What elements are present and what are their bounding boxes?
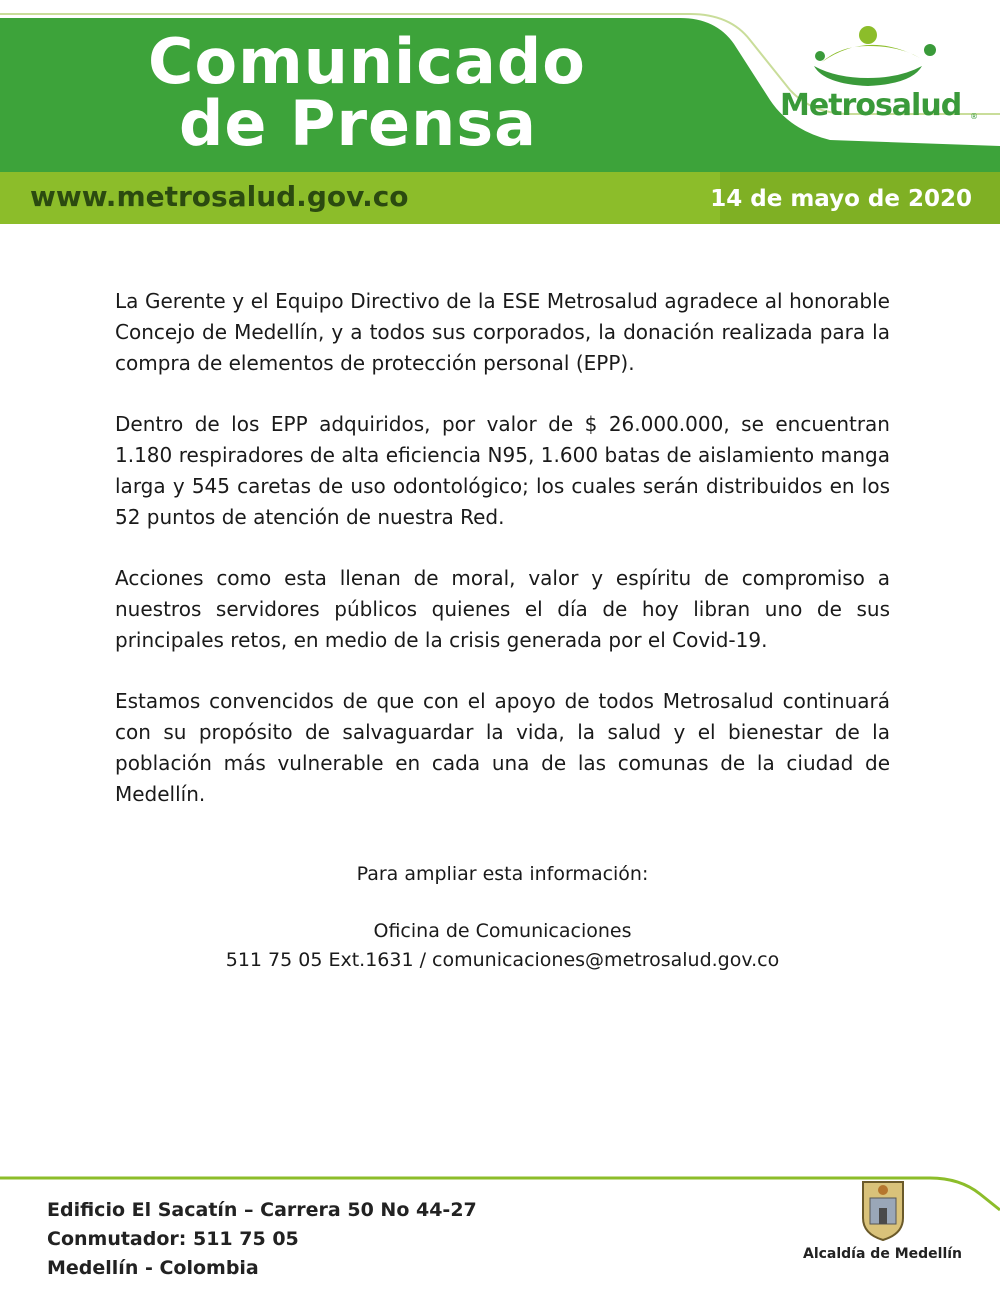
contact-details[interactable]: 511 75 05 Ext.1631 / comunicaciones@metrosalud.gov.co xyxy=(225,949,780,971)
footer-address xyxy=(47,1196,477,1283)
registered-mark: ® xyxy=(970,112,978,121)
website-link[interactable]: www.metrosalud.gov.co xyxy=(30,180,409,213)
alcaldia-shield-icon xyxy=(860,1178,906,1242)
contact-office: Oficina de Comunicaciones xyxy=(373,920,632,942)
paragraph: Acciones como esta llenan de moral, valor y espíritu de compromiso a nuestros servidores públicos quienes el día de hoy libran uno de sus principales retos, en medio de la crisis generada por el Covid-19. xyxy=(115,566,890,652)
paragraph: Dentro de los EPP adquiridos, por valor de $ 26.000.000, se encuentran 1.180 respiradores de alta eficiencia N95, 1.600 batas de aislamiento manga larga y 545 caretas de uso odontológico; los cuales serán distribuidos en los 52 puntos de atención de nuestra Red. xyxy=(115,412,890,529)
paragraph: La Gerente y el Equipo Directivo de la ESE Metrosalud agradece al honorable Concejo de Medellín, y a todos sus corporados, la donación realizada para la compra de elementos de protección personal (EPP). xyxy=(115,289,890,375)
switchboard-line: Conmutador: 511 75 05 xyxy=(47,1228,299,1250)
contact-block xyxy=(115,860,890,975)
metrosalud-logo-text: Metrosalud xyxy=(780,88,962,123)
page-title-line2: de Prensa xyxy=(179,87,537,160)
publication-date: 14 de mayo de 2020 xyxy=(710,186,972,212)
alcaldia-label: Alcaldía de Medellín xyxy=(802,1246,963,1262)
address-line: Edificio El Sacatín – Carrera 50 No 44-27 xyxy=(47,1199,477,1221)
contact-intro: Para ampliar esta información: xyxy=(356,863,649,885)
city-line: Medellín - Colombia xyxy=(47,1257,259,1279)
page-title-line1: Comunicado xyxy=(148,25,586,98)
press-release-body xyxy=(115,286,890,840)
paragraph: Estamos convencidos de que con el apoyo de todos Metrosalud continuará con su propósito de salvaguardar la vida, la salud y el bienestar de la población más vulnerable en cada una de las comunas de la ciudad de Medellín. xyxy=(115,689,890,806)
metrosalud-logo-icon xyxy=(814,26,936,86)
